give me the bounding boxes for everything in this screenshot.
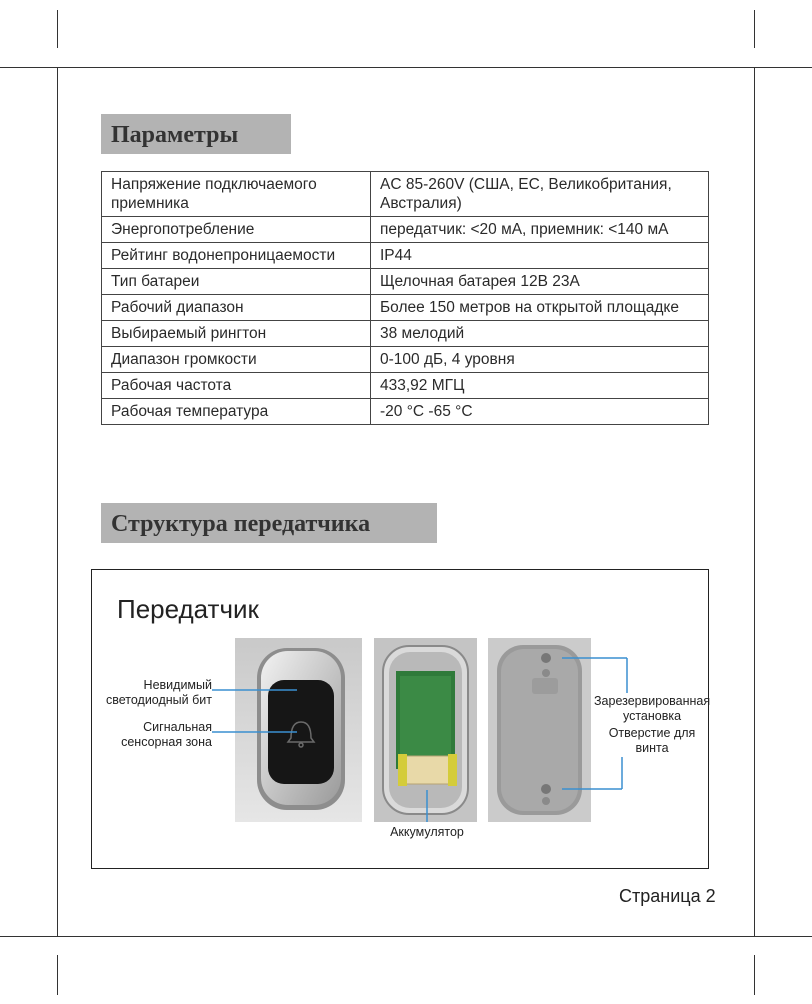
table-row bbox=[102, 243, 709, 269]
parameter-value: AC 85-260V (США, ЕС, Великобритания, Австралия) bbox=[371, 172, 709, 217]
table-row bbox=[102, 172, 709, 217]
parameter-value: 38 мелодий bbox=[371, 321, 709, 347]
transmitter-diagram bbox=[91, 569, 709, 869]
table-row bbox=[102, 373, 709, 399]
parameters-header bbox=[101, 114, 291, 154]
parameter-name: Диапазон громкости bbox=[102, 347, 371, 373]
table-row bbox=[102, 269, 709, 295]
parameter-name: Рабочий диапазон bbox=[102, 295, 371, 321]
screw-hole-label: Отверстие для винта bbox=[608, 726, 696, 755]
parameter-name: Тип батареи bbox=[102, 269, 371, 295]
diagram-title: Передатчик bbox=[117, 594, 259, 624]
battery-label: Аккумулятор bbox=[390, 825, 464, 839]
parameter-value: 0-100 дБ, 4 уровня bbox=[371, 347, 709, 373]
reserved-install-label: Зарезервированная установка bbox=[594, 694, 711, 723]
table-row bbox=[102, 217, 709, 243]
structure-title: Структура передатчика bbox=[111, 511, 371, 537]
parameter-value: Более 150 метров на открытой площадке bbox=[371, 295, 709, 321]
crop-mark bbox=[57, 955, 58, 995]
table-row bbox=[102, 399, 709, 425]
led-label: Невидимый светодиодный бит bbox=[105, 678, 212, 707]
table-row bbox=[102, 321, 709, 347]
parameter-name: Рабочая температура bbox=[102, 399, 371, 425]
parameter-value: передатчик: <20 мА, приемник: <140 мА bbox=[371, 217, 709, 243]
parameters-title: Параметры bbox=[111, 122, 239, 148]
page-number: Страница 2 bbox=[619, 886, 716, 906]
parameter-name: Рейтинг водонепроницаемости bbox=[102, 243, 371, 269]
parameter-name: Рабочая частота bbox=[102, 373, 371, 399]
parameter-value: -20 °C -65 °C bbox=[371, 399, 709, 425]
crop-mark bbox=[0, 67, 812, 68]
parameter-name: Выбираемый рингтон bbox=[102, 321, 371, 347]
parameter-name: Энергопотребление bbox=[102, 217, 371, 243]
parameter-value: IP44 bbox=[371, 243, 709, 269]
touch-zone-label: Сигнальная сенсорная зона bbox=[121, 720, 212, 749]
crop-mark bbox=[754, 10, 755, 48]
table-row bbox=[102, 347, 709, 373]
crop-mark bbox=[57, 68, 58, 936]
parameter-value: Щелочная батарея 12В 23A bbox=[371, 269, 709, 295]
parameter-name: Напряжение подключаемого приемника bbox=[102, 172, 371, 217]
crop-mark bbox=[0, 936, 812, 937]
crop-mark bbox=[57, 10, 58, 48]
parameters-table bbox=[101, 171, 709, 425]
table-row bbox=[102, 295, 709, 321]
parameter-value: 433,92 МГЦ bbox=[371, 373, 709, 399]
crop-mark bbox=[754, 955, 755, 995]
structure-header bbox=[101, 503, 437, 543]
crop-mark bbox=[754, 68, 755, 936]
